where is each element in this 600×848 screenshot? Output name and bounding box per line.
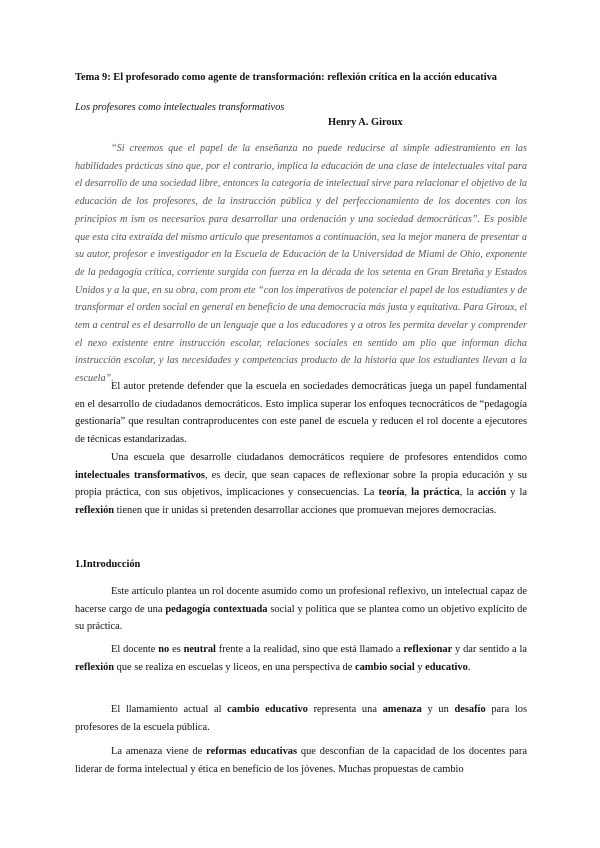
text-span: es bbox=[169, 644, 184, 655]
bold-term: desafío bbox=[454, 704, 486, 715]
bold-term: reformas educativas bbox=[206, 746, 297, 757]
bold-term: intelectuales transformativos bbox=[75, 469, 205, 481]
document-title: Tema 9: El profesorado como agente de transformación: reflexión crítica en la acción educativa bbox=[75, 72, 497, 83]
text-span: . bbox=[467, 661, 471, 673]
text-span: para los profesores de la escuela pública. bbox=[75, 704, 528, 733]
text-span: y la bbox=[506, 487, 528, 499]
intro-quote: “Si creemos que el papel de la enseñanza no puede reducirse al simple adiestramiento en las habilidades prácticas sino que, por el contrario, implica la educación de una clase de intelectuales vital para el desarrollo de una sociedad libre, entonces la categoría de intelectual sirve para relacionar el objetivo de la educación de los profesores, de la instrucción pública y del perfeccionamiento de los docentes con los principios m ism os necesarios para desarrollar una ordenación y una sociedad democráticas”. Es posible que esta cita extraída del mismo artículo que presentamos a continuación, sea la mejor manera de presentar a su autor, profesor e investigador en la Escuela de Educación de la Universidad de Miami de Ohio, exponente de la pedagogía crítica, corriente surgida con fuerza en la década de los setenta en Gran Bretaña y Estados Unidos y a la que, en su obra, com prom ete “con los imperativos de potenciar el papel de los estudiantes y de transformar el orden social en general en beneficio de una democracia más justa y equitativa. Para Giroux, el tem a central es el desarrollo de un lenguaje que a los educadores y a otros les permita develar y comprender el nexo existente entre instrucción escolar, relaciones sociales en sentido am plio que informan dicha instrucción escolar, y las necesidades y competencias producto de la historia que los estudiantes llevan a la escuela”. bbox=[75, 143, 527, 385]
text-span: Una escuela que desarrolle ciudadanos democráticos requiere de profesores entendidos como bbox=[111, 452, 527, 463]
section-heading: 1.Introducción bbox=[75, 559, 141, 570]
text-span: que se realiza en escuelas y liceos, en una perspectiva de bbox=[114, 661, 355, 673]
author-name: Henry A. Giroux bbox=[328, 117, 403, 128]
bold-term: reflexión bbox=[75, 661, 115, 673]
text-span: frente a la realidad, sino que está llamado a bbox=[215, 644, 404, 655]
bold-term: acción bbox=[477, 487, 507, 499]
paragraph-3 bbox=[75, 583, 527, 636]
text-span: tienen que ir unidas si pretenden desarrollar acciones que promuevan mejores democracias. bbox=[114, 504, 497, 516]
paragraph-5 bbox=[75, 701, 527, 736]
text-span: social y política que se plantea como un objetivo explícito de su práctica. bbox=[75, 603, 527, 633]
text-span: , la bbox=[459, 487, 478, 499]
text-span: y bbox=[414, 661, 426, 673]
bold-term: reflexionar bbox=[403, 644, 453, 655]
bold-term: educativo bbox=[425, 661, 468, 673]
paragraph-4 bbox=[75, 641, 527, 676]
text-span: representa una bbox=[307, 704, 383, 715]
text-span: El llamamiento actual al bbox=[111, 704, 228, 715]
bold-term: la práctica bbox=[411, 487, 460, 499]
bold-term: pedagogía contextuada bbox=[165, 603, 268, 615]
text-span: , es decir, que sean capaces de reflexionar sobre la propia educación y su propia práctica, con sus objetivos, implicaciones y consecuencias. La bbox=[75, 469, 527, 499]
text-span: y un bbox=[421, 704, 455, 715]
bold-term: teoría bbox=[378, 487, 405, 499]
paragraph-6 bbox=[75, 743, 527, 778]
bold-term: neutral bbox=[183, 644, 216, 655]
bold-term: no bbox=[158, 644, 170, 655]
bold-term: cambio social bbox=[354, 661, 415, 673]
bold-term: amenaza bbox=[382, 704, 422, 715]
text-span: La amenaza viene de bbox=[111, 746, 207, 757]
text-span: , bbox=[404, 487, 412, 499]
text-span: y dar sentido a la bbox=[452, 644, 528, 655]
bold-term: cambio educativo bbox=[227, 704, 308, 715]
paragraph-2 bbox=[75, 449, 527, 519]
text-span: Este artículo plantea un rol docente asumido como un profesional reflexivo, un intelectual capaz de hacerse cargo de una bbox=[75, 586, 527, 615]
paragraph-1: El autor pretende defender que la escuela en sociedades democráticas juega un papel fundamental en el desarrollo de ciudadanos democráticos. Esto implica superar los enfoques tecnocráticos de “pedagogía gestionaría” que resultan contraproducentes con este panel de escuela y reducen el rol docente a ejecutores de técnicas estandarizadas. bbox=[75, 381, 527, 445]
bold-term: reflexión bbox=[75, 504, 115, 516]
document-subtitle: Los profesores como intelectuales transformativos bbox=[75, 102, 285, 113]
text-span: que desconfían de la capacidad de los docentes para liderar de forma intelectual y ética en beneficio de los jóvenes. Muchas propuestas de cambio bbox=[75, 746, 527, 775]
text-span: El docente bbox=[111, 644, 159, 655]
